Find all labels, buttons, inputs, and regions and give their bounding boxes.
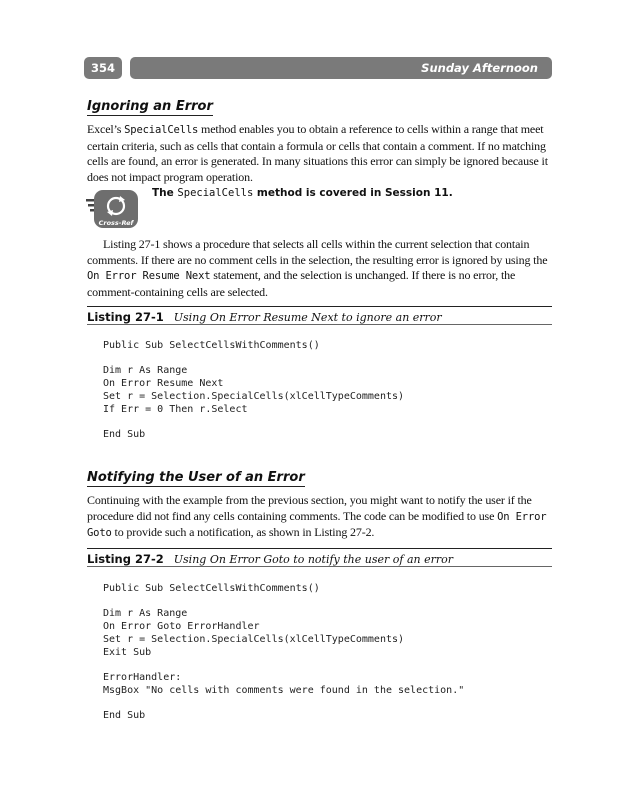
text-run: to provide such a notification, as shown in Listing 27-2. (111, 525, 375, 540)
listing-rule-bottom (87, 566, 552, 567)
listing-rule-top (87, 306, 552, 307)
code-line: Dim r As Range (103, 365, 188, 377)
listing-caption-text: Using On Error Resume Next to ignore an error (173, 311, 442, 324)
inline-code: SpecialCells (124, 124, 199, 136)
code-line: ErrorHandler: (103, 671, 182, 683)
code-line: End Sub (103, 428, 146, 440)
code-line (103, 697, 464, 710)
listing-number: Listing 27-1 (87, 310, 164, 324)
code-line: Set r = Selection.SpecialCells(xlCellTypeComments) (103, 390, 405, 402)
listing-27-1-caption (87, 310, 442, 324)
code-line: Dim r As Range (103, 608, 188, 620)
cross-ref-icon (86, 190, 142, 230)
text-run: Excel’s (87, 122, 125, 136)
text-run: statement, and the selection is unchanged. If there is no error, the comment-containing cells are selected. (87, 268, 516, 299)
running-head: Sunday Afternoon (130, 57, 552, 79)
paragraph-listing-27-1-intro (87, 237, 555, 300)
code-line: Set r = Selection.SpecialCells(xlCellTypeComments) (103, 633, 405, 645)
code-line: If Err = 0 Then r.Select (103, 403, 248, 415)
code-line (103, 659, 464, 672)
text-run: Continuing with the example from the previous section, you might want to notify the user if the procedure did not find any cells containing comments. The code can be modified to use (87, 493, 532, 523)
code-line: On Error Resume Next (103, 378, 224, 390)
inline-code: On Error Resume Next (87, 270, 211, 283)
inline-code: On Error Goto (87, 510, 547, 540)
paragraph-specialcells-intro (87, 122, 555, 185)
code-block-listing-27-2 (103, 583, 464, 723)
listing-27-2-caption (87, 552, 453, 566)
inline-code: SpecialCells (177, 187, 254, 199)
text-run: method is covered in Session 11. (253, 187, 453, 199)
code-line: On Error Goto ErrorHandler (103, 621, 260, 633)
listing-number: Listing 27-2 (87, 552, 164, 566)
code-line: Public Sub SelectCellsWithComments() (103, 583, 320, 594)
code-line: End Sub (103, 709, 146, 721)
page-number-badge: 354 (84, 57, 122, 79)
paragraph-notify-intro (87, 493, 555, 542)
section-heading-ignoring-error: Ignoring an Error (87, 99, 213, 114)
cross-ref-label: Cross-Ref (98, 219, 134, 227)
text-run: method enables you to obtain a reference to cells within a range that meet certain criteria, such as cells that contain a formula or cells that contain a comment. If no matching cells are found, an error is generated. In many situations this error can simply be ignored because it does not impact program operation. (87, 122, 548, 184)
code-line: MsgBox "No cells with comments were found in the selection." (103, 684, 465, 696)
text-run: The (152, 187, 178, 199)
section-heading-notifying-user: Notifying the User of an Error (87, 470, 305, 485)
code-line (103, 596, 464, 609)
code-line: Public Sub SelectCellsWithComments() (103, 340, 320, 351)
cross-ref-note (152, 187, 453, 199)
listing-rule-top (87, 548, 552, 549)
code-line: Exit Sub (103, 646, 152, 658)
code-block-listing-27-1 (103, 340, 404, 442)
listing-rule-bottom (87, 324, 552, 325)
code-line (103, 353, 404, 366)
text-run: Listing 27-1 shows a procedure that selects all cells within the current selection that contain comments. If there are no comment cells in the selection, the resulting error is ignored by using the (87, 237, 548, 267)
code-line (103, 416, 404, 429)
listing-caption-text: Using On Error Goto to notify the user of an error (173, 553, 454, 566)
